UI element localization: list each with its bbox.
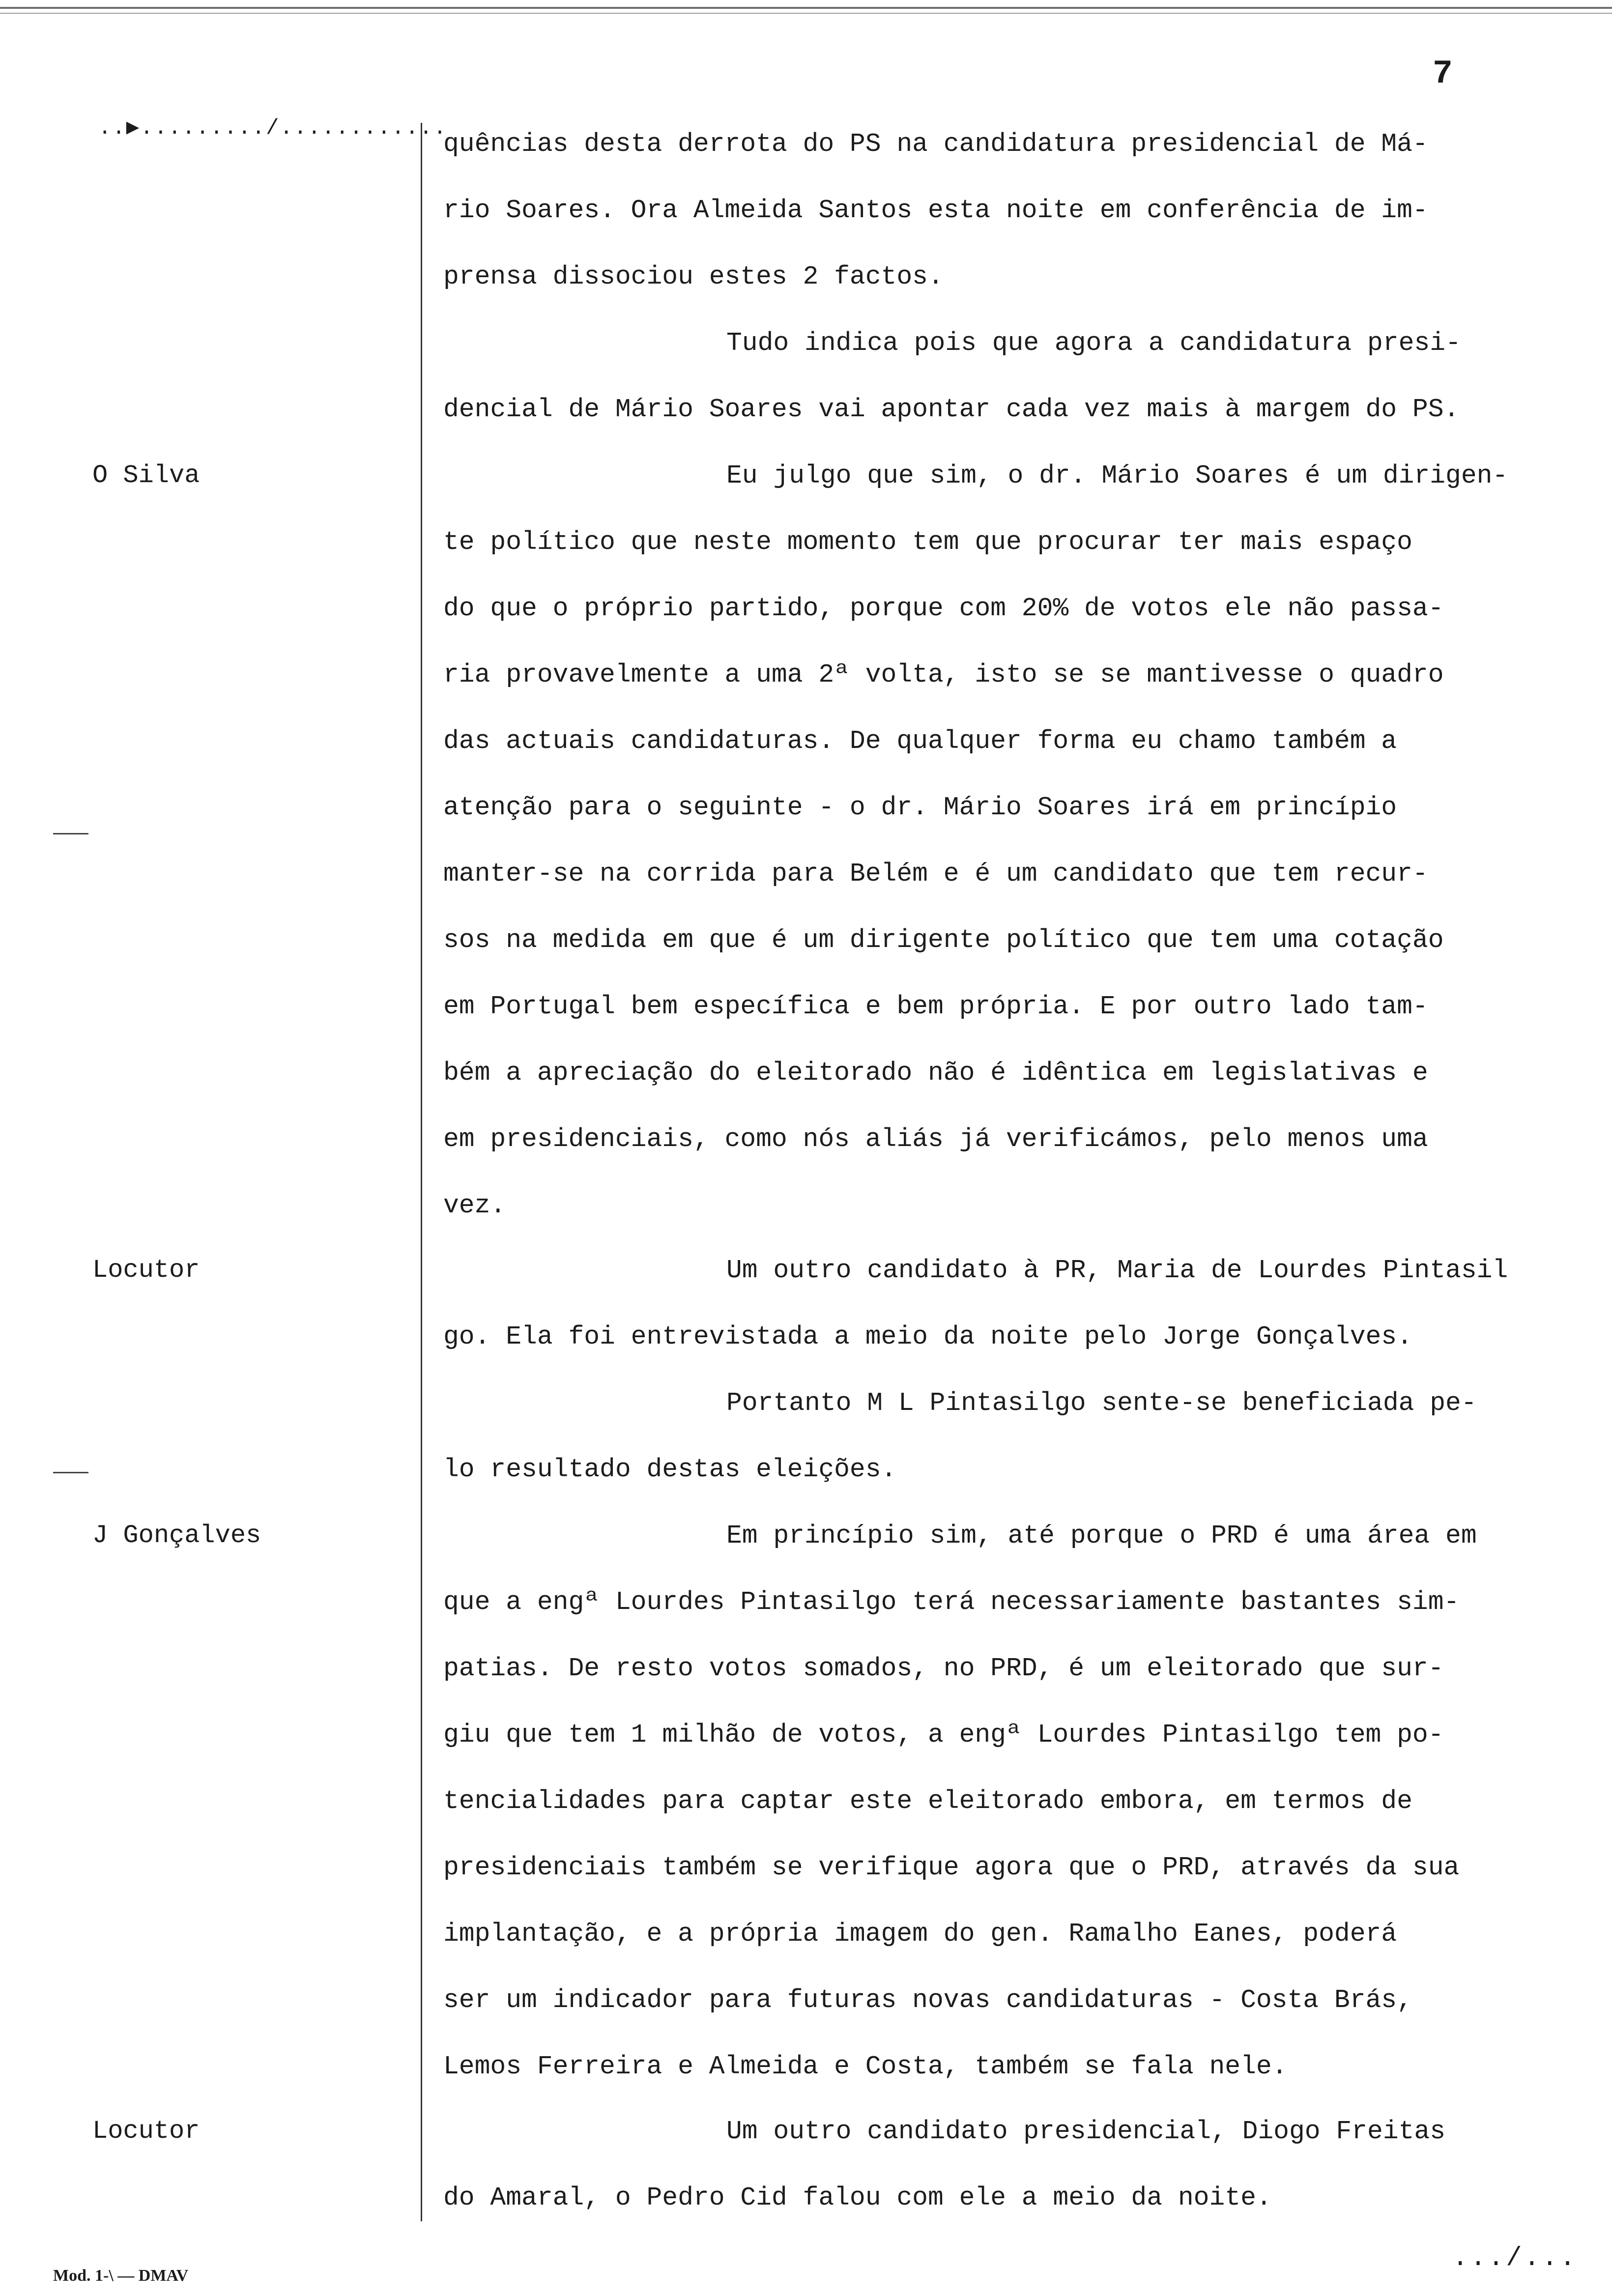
transcript-line: bém a apreciação do eleitorado não é idêntica em legislativas e — [443, 1058, 1428, 1088]
transcript-line: que a engª Lourdes Pintasilgo terá necessariamente bastantes sim- — [443, 1587, 1460, 1617]
transcript-line: ria provavelmente a uma 2ª volta, isto se se mantivesse o quadro — [443, 660, 1444, 689]
transcript-line: do Amaral, o Pedro Cid falou com ele a meio da noite. — [443, 2183, 1272, 2212]
transcript-line: presidenciais também se verifique agora que o PRD, através da sua — [443, 1853, 1460, 1882]
speaker-label: O Silva — [92, 461, 200, 490]
speaker-label: J Gonçalves — [92, 1521, 261, 1550]
top-rule-secondary — [0, 13, 1612, 14]
transcript-line: manter-se na corrida para Belém e é um candidato que tem recur- — [443, 859, 1428, 889]
transcript-line: tencialidades para captar este eleitorado embora, em termos de — [443, 1786, 1412, 1816]
page-number: 7 — [1433, 55, 1453, 93]
transcript-line: go. Ela foi entrevistada a meio da noite pelo Jorge Gonçalves. — [443, 1322, 1412, 1351]
transcript-line: implantação, e a própria imagem do gen. Ramalho Eanes, poderá — [443, 1919, 1397, 1949]
transcript-line: Um outro candidato à PR, Maria de Lourdes Pintasil — [726, 1256, 1508, 1285]
speaker-label: Locutor — [92, 2117, 200, 2146]
transcript-line: rio Soares. Ora Almeida Santos esta noite em conferência de im- — [443, 196, 1428, 225]
transcript-line: te político que neste momento tem que procurar ter mais espaço — [443, 527, 1412, 557]
transcript-line: Portanto M L Pintasilgo sente-se beneficiada pe- — [726, 1388, 1477, 1418]
form-code: Mod. 1-\ — DMAV — [53, 2267, 189, 2285]
transcript-line: Um outro candidato presidencial, Diogo Freitas — [726, 2117, 1446, 2146]
transcript-line: das actuais candidaturas. De qualquer forma eu chamo também a — [443, 726, 1397, 756]
continuation-mark: .../... — [1452, 2243, 1578, 2273]
transcript-line: giu que tem 1 milhão de votos, a engª Lourdes Pintasilgo tem po- — [443, 1720, 1444, 1750]
transcript-line: em Portugal bem específica e bem própria. E por outro lado tam- — [443, 992, 1428, 1021]
transcript-line: ser um indicador para futuras novas candidaturas - Costa Brás, — [443, 1985, 1412, 2015]
transcript-line: prensa dissociou estes 2 factos. — [443, 262, 944, 291]
transcript-line: lo resultado destas eleições. — [443, 1455, 897, 1484]
reference-line: ..▶........./............ — [98, 116, 448, 141]
margin-tick-mark — [53, 833, 88, 834]
transcript-line: do que o próprio partido, porque com 20% de votos ele não passa- — [443, 594, 1444, 623]
transcript-line: Lemos Ferreira e Almeida e Costa, também se fala nele. — [443, 2052, 1288, 2081]
transcript-line: sos na medida em que é um dirigente político que tem uma cotação — [443, 925, 1444, 955]
transcript-line: vez. — [443, 1191, 506, 1220]
top-rule — [0, 7, 1612, 9]
margin-tick-mark — [53, 1472, 88, 1473]
transcript-line: atenção para o seguinte - o dr. Mário Soares irá em princípio — [443, 793, 1397, 822]
transcript-line: patias. De resto votos somados, no PRD, é um eleitorado que sur- — [443, 1654, 1444, 1683]
transcript-line: Tudo indica pois que agora a candidatura presi- — [726, 328, 1461, 358]
transcript-line: Em princípio sim, até porque o PRD é uma área em — [726, 1521, 1477, 1550]
speaker-label: Locutor — [92, 1256, 200, 1285]
transcript-line: dencial de Mário Soares vai apontar cada vez mais à margem do PS. — [443, 395, 1460, 424]
transcript-line: Eu julgo que sim, o dr. Mário Soares é um dirigen- — [726, 461, 1508, 490]
transcript-line: quências desta derrota do PS na candidatura presidencial de Má- — [443, 129, 1428, 159]
transcript-line: em presidenciais, como nós aliás já verificámos, pelo menos uma — [443, 1124, 1428, 1154]
speaker-margin-rule — [421, 123, 422, 2221]
